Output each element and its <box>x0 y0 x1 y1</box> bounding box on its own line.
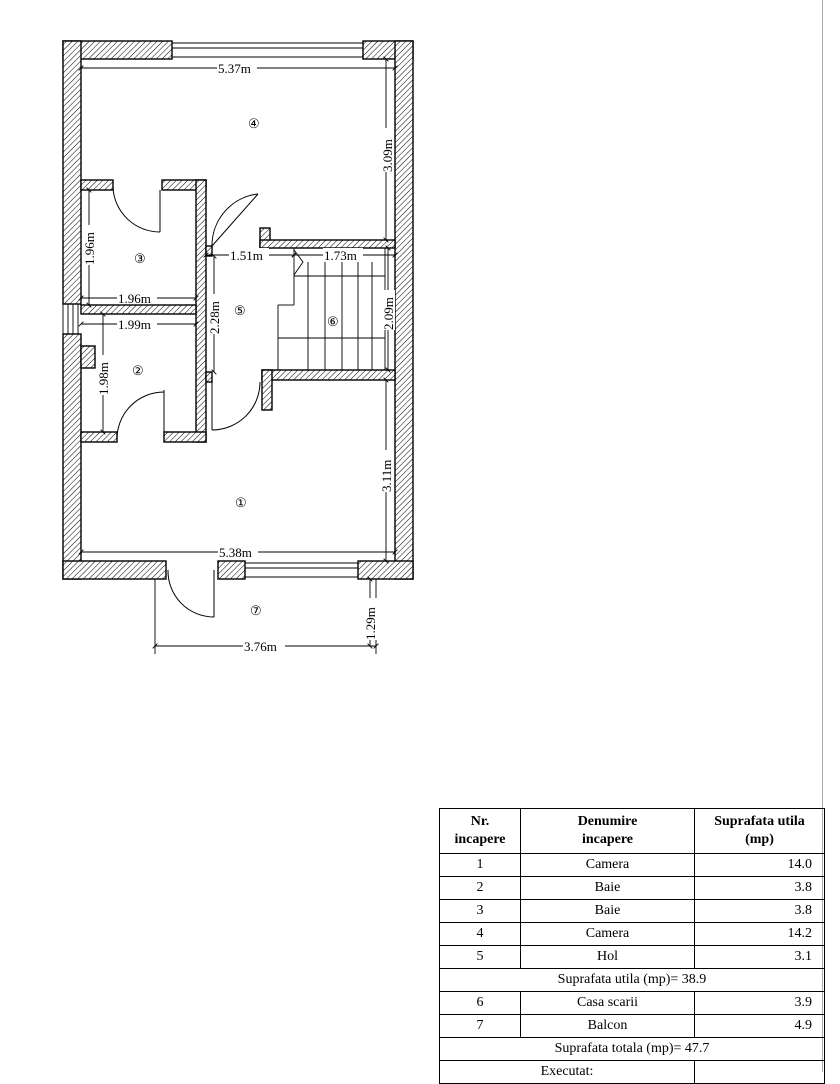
dim-top-width: 5.37m <box>218 61 251 76</box>
dim-room3-width: 1.96m <box>118 291 151 306</box>
table-row <box>440 854 825 877</box>
table-row <box>440 946 825 969</box>
cell-area: 14.2 <box>695 923 825 946</box>
wall-right <box>395 41 413 579</box>
wall-r3-top-left <box>81 180 113 190</box>
room-marker-5: ⑤ <box>234 303 246 318</box>
cell-name: Balcon <box>521 1015 695 1038</box>
wall-r2-bottom-left <box>81 432 117 442</box>
cell-area: 3.8 <box>695 900 825 923</box>
dim-hall-height: 2.28m <box>207 301 222 334</box>
subtotal-cell: Suprafata utila (mp)= 38.9 <box>440 969 825 992</box>
wall-stair-bottom <box>262 370 395 380</box>
cell-nr: 2 <box>440 877 521 900</box>
cell-nr: 5 <box>440 946 521 969</box>
cell-nr: 7 <box>440 1015 521 1038</box>
room-marker-3: ③ <box>134 251 146 266</box>
room-marker-6: ⑥ <box>327 314 339 329</box>
wall-bath-hall <box>196 180 206 442</box>
wall-r2-pier <box>81 346 95 368</box>
table-row <box>440 992 825 1015</box>
dim-bottom-width: 5.38m <box>219 545 252 560</box>
cell-area: 14.0 <box>695 854 825 877</box>
cell-nr: 4 <box>440 923 521 946</box>
room-marker-1: ① <box>235 495 247 510</box>
jamb-hall-bottom <box>206 372 212 382</box>
executed-cell: Executat: <box>440 1061 695 1084</box>
dim-room1-height: 3.11m <box>379 459 394 492</box>
cell-name: Casa scarii <box>521 992 695 1015</box>
cell-area: 3.1 <box>695 946 825 969</box>
cell-nr: 1 <box>440 854 521 877</box>
wall-bottom-mid <box>218 561 245 579</box>
wall-stair-top <box>260 240 395 248</box>
window-bottom <box>245 563 358 577</box>
header-area: Suprafata utila (mp) <box>695 809 825 854</box>
table-header-row <box>440 809 825 854</box>
cell-area: 3.8 <box>695 877 825 900</box>
dim-balcony-depth: 1.29m <box>363 607 378 640</box>
executed-value-cell <box>695 1061 825 1084</box>
header-nr: Nr. incapere <box>440 809 521 854</box>
cell-nr: 6 <box>440 992 521 1015</box>
wall-r2-bottom-right <box>164 432 206 442</box>
dim-room3-height: 1.96m <box>82 232 97 265</box>
wall-left-upper <box>63 41 81 304</box>
cell-nr: 3 <box>440 900 521 923</box>
subtotal-row <box>440 969 825 992</box>
room-marker-4: ④ <box>248 116 260 131</box>
wall-r3-r2 <box>81 305 196 314</box>
wall-stair-bottom-stub <box>262 370 272 410</box>
wall-bottom-left <box>63 561 166 579</box>
cut-row <box>440 1061 825 1084</box>
wall-left-lower <box>63 334 81 579</box>
dim-balcony-width: 3.76m <box>244 639 277 654</box>
dim-stair-height: 2.09m <box>381 297 396 330</box>
wall-bottom-right <box>358 561 413 579</box>
room-area-table <box>439 808 825 1084</box>
dim-room2-height: 1.98m <box>96 362 111 395</box>
room-marker-2: ② <box>132 363 144 378</box>
cell-area: 3.9 <box>695 992 825 1015</box>
cell-name: Camera <box>521 854 695 877</box>
room-marker-7: ⑦ <box>250 603 262 618</box>
dim-stair-width: 1.73m <box>324 248 357 263</box>
table-row <box>440 900 825 923</box>
jamb-hall-top <box>206 246 212 256</box>
header-name: Denumire incapere <box>521 809 695 854</box>
cell-name: Baie <box>521 900 695 923</box>
dim-room4-height: 3.09m <box>380 139 395 172</box>
cell-name: Camera <box>521 923 695 946</box>
stairs <box>278 248 385 370</box>
cell-area: 4.9 <box>695 1015 825 1038</box>
total-cell: Suprafata totala (mp)= 47.7 <box>440 1038 825 1061</box>
cell-name: Hol <box>521 946 695 969</box>
cell-name: Baie <box>521 877 695 900</box>
total-row <box>440 1038 825 1061</box>
table-row <box>440 923 825 946</box>
table-row <box>440 877 825 900</box>
table-row <box>440 1015 825 1038</box>
window-top <box>172 43 363 57</box>
window-left <box>63 304 78 334</box>
dim-hall-width: 1.51m <box>230 248 263 263</box>
dim-room2-width: 1.99m <box>118 317 151 332</box>
